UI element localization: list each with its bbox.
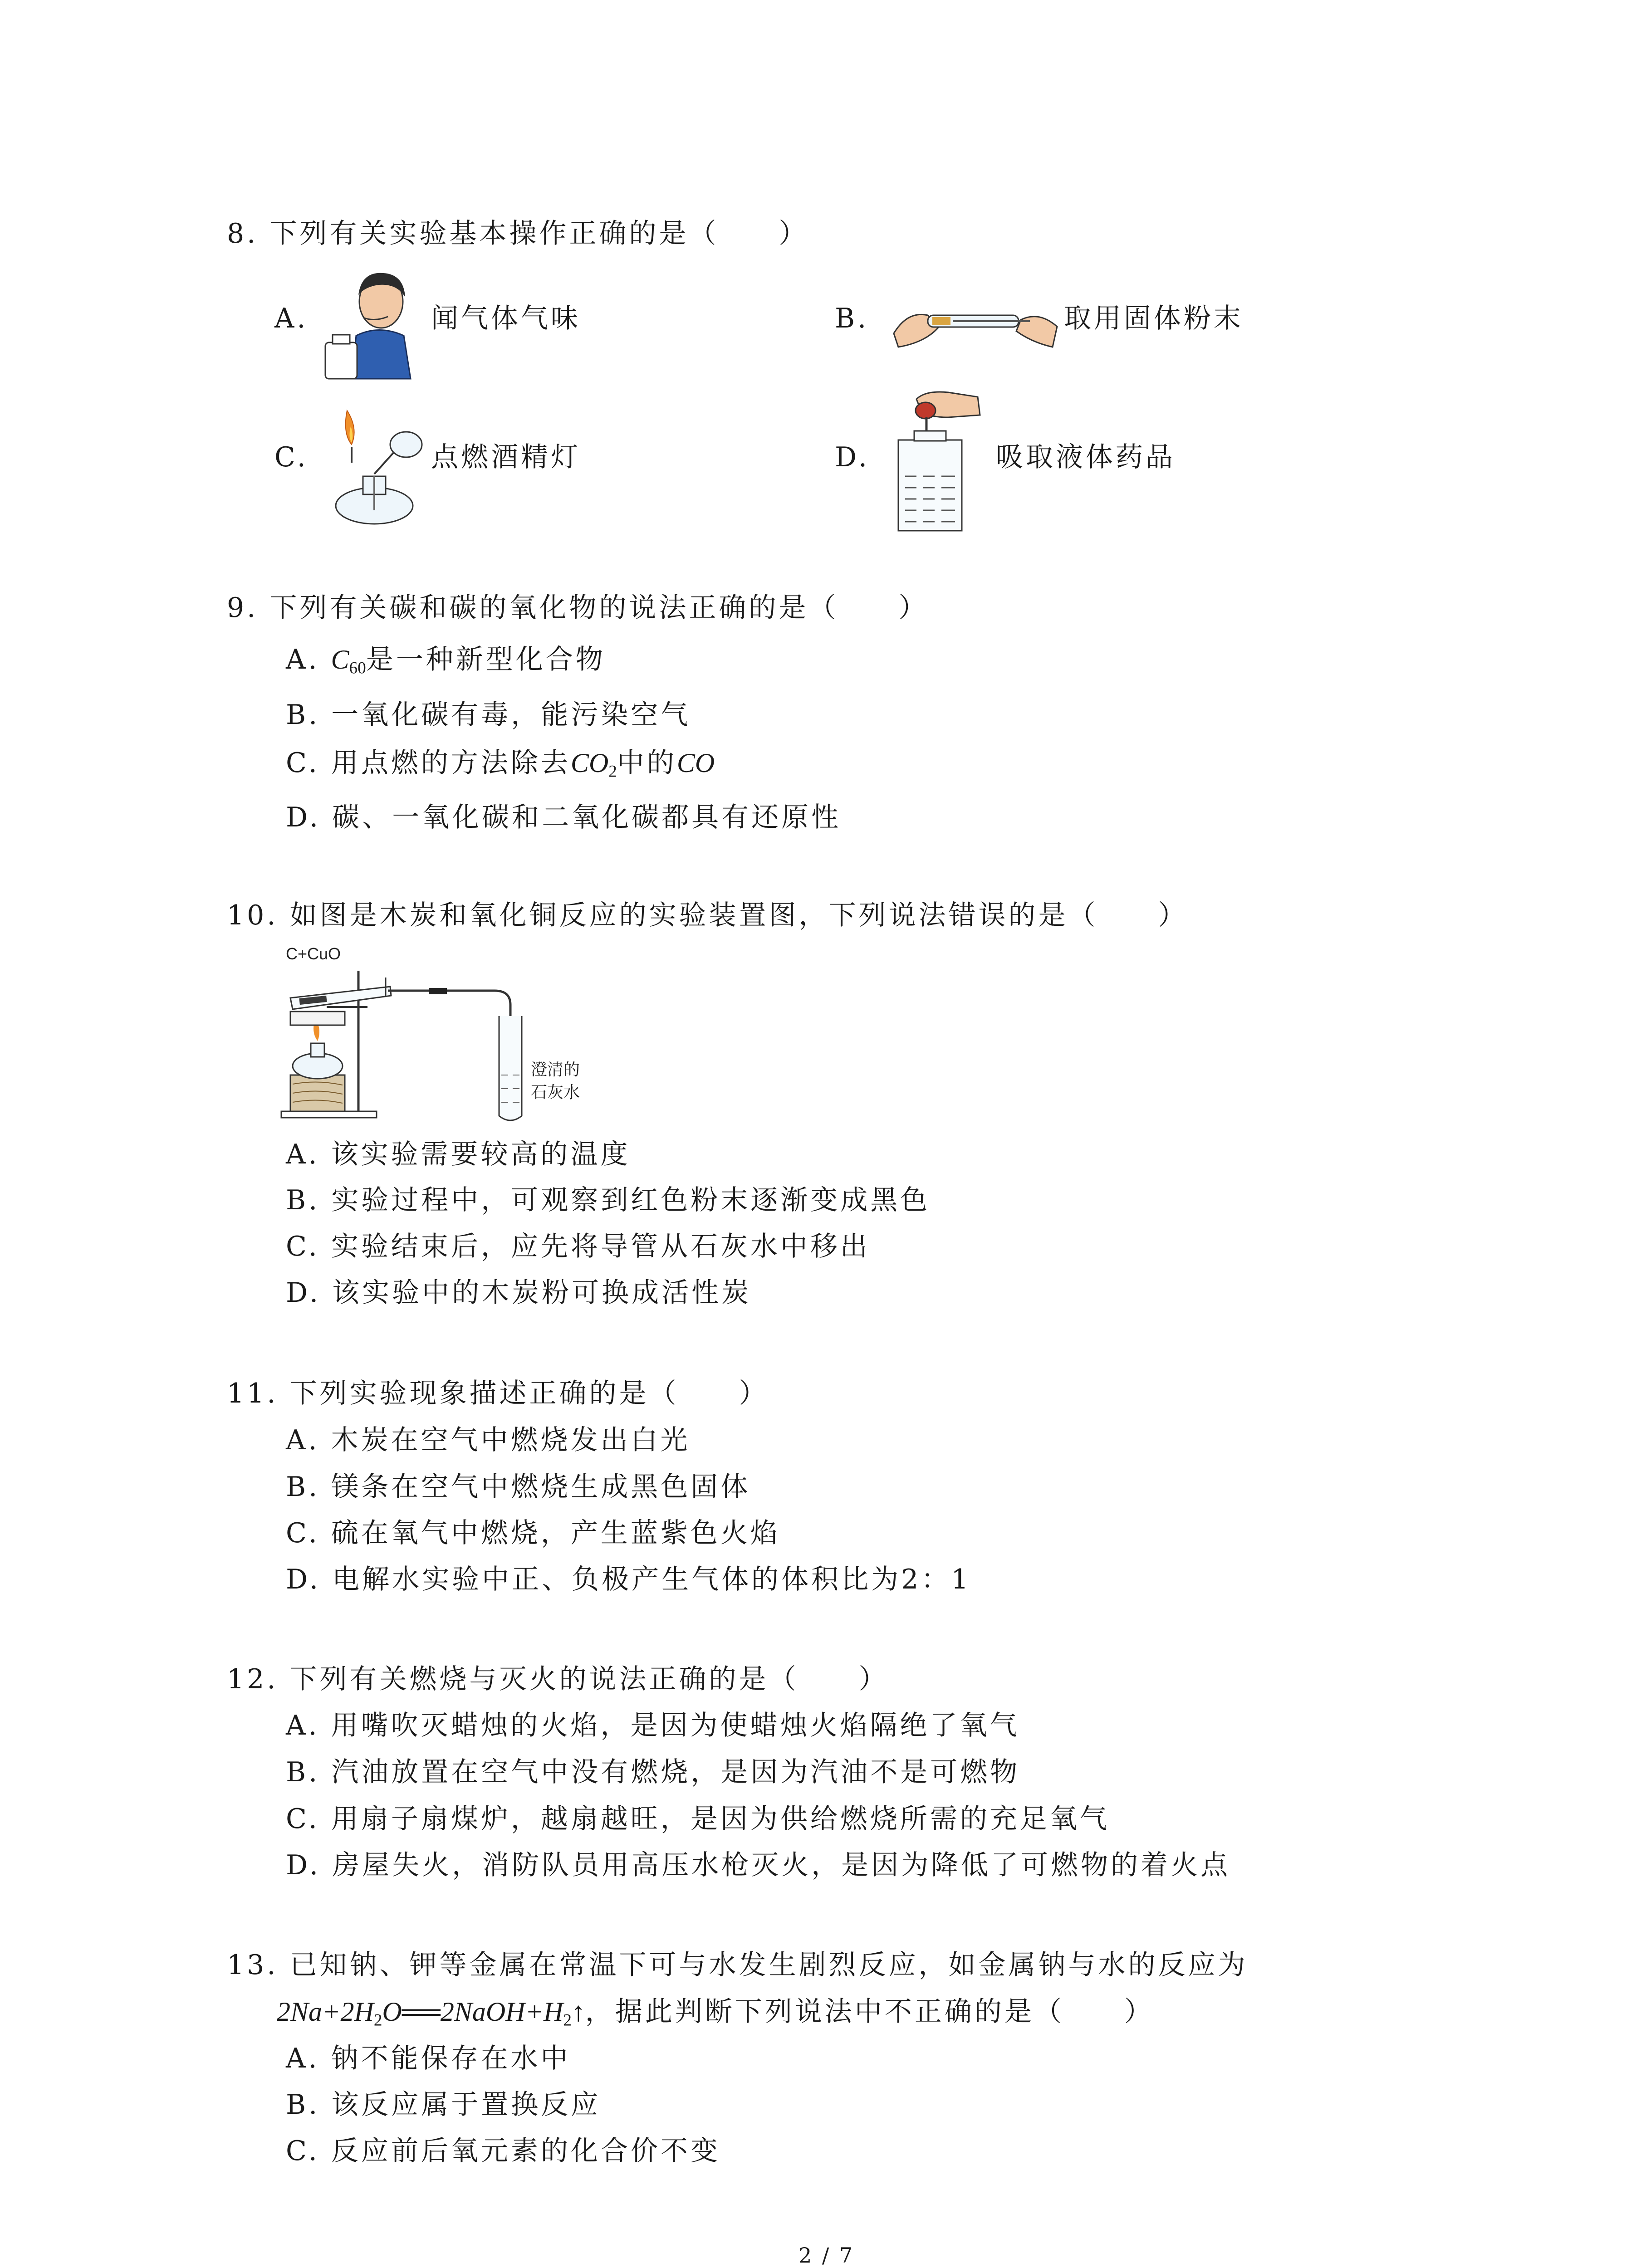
q9-option-a <box>286 646 606 677</box>
option-text: 一氧化碳有毒，能污染空气 <box>331 699 691 731</box>
q12-option-b: B. 汽油放置在空气中没有燃烧，是因为汽油不是可燃物 <box>286 1756 1020 1788</box>
q8-option-b-letter: B. <box>835 303 869 334</box>
q12-stem: 12. 下列有关燃烧与灭火的说法正确的是（ ） <box>227 1663 889 1695</box>
q8-option-a-letter: A. <box>274 303 309 334</box>
powder-spatula-illustration <box>889 284 1062 356</box>
q9-stem: 9. 下列有关碳和碳的氧化物的说法正确的是（ ） <box>227 592 929 624</box>
q9-option-c <box>286 749 715 780</box>
page-number: 2 / 7 <box>798 2243 855 2268</box>
q11-option-d: D. 电解水实验中正、负极产生气体的体积比为2：1 <box>286 1564 971 1595</box>
q13-option-a: A. 钠不能保存在水中 <box>286 2043 571 2074</box>
q8-option-a-text: 闻气体气味 <box>431 303 581 334</box>
q8-option-c-text: 点燃酒精灯 <box>431 441 581 473</box>
co2-formula: $CO_2$ <box>570 748 617 781</box>
q13-stem-line1: 13. 已知钠、钾等金属在常温下可与水发生剧烈反应，如金属钠与水的反应为 <box>227 1949 1248 1981</box>
q11-stem: 11. 下列实验现象描述正确的是（ ） <box>227 1378 769 1409</box>
option-text: 用点燃的方法除去 <box>331 747 571 779</box>
q11-option-b: B. 镁条在空气中燃烧生成黑色固体 <box>286 1471 751 1503</box>
q10-option-c: C. 实验结束后，应先将导管从石灰水中移出 <box>286 1231 870 1262</box>
q10-option-b: B. 实验过程中，可观察到红色粉末逐渐变成黑色 <box>286 1184 931 1216</box>
option-text: 是一种新型化合物 <box>366 644 606 675</box>
c60-formula: $C_{60}$ <box>331 645 366 678</box>
option-letter: D. <box>286 802 321 833</box>
q8-option-c-letter: C. <box>274 441 309 473</box>
q10-stem: 10. 如图是木炭和氧化铜反应的实验装置图，下列说法错误的是（ ） <box>227 899 1188 931</box>
alcohol-lamp-illustration <box>320 401 433 528</box>
q13-option-c: C. 反应前后氧元素的化合价不变 <box>286 2135 720 2167</box>
option-letter: C. <box>286 747 320 779</box>
smell-gas-illustration <box>320 263 429 381</box>
option-letter: B. <box>286 699 320 731</box>
q13-stem-line2 <box>277 1998 1154 2029</box>
q10-option-d: D. 该实验中的木炭粉可换成活性炭 <box>286 1277 752 1309</box>
q11-option-a: A. 木炭在空气中燃烧发出白光 <box>286 1424 691 1456</box>
q8-option-b-text: 取用固体粉末 <box>1064 303 1244 334</box>
q8-option-d-letter: D. <box>835 441 870 473</box>
q9-option-d <box>286 804 841 831</box>
stem-tail: ，据此判断下列说法中不正确的是（ ） <box>585 1996 1154 2028</box>
dropper-bottle-illustration <box>885 390 998 535</box>
q10-option-a: A. 该实验需要较高的温度 <box>286 1139 631 1170</box>
co-formula: CO <box>676 748 715 778</box>
q12-option-c: C. 用扇子扇煤炉，越扇越旺，是因为供给燃烧所需的充足氧气 <box>286 1803 1110 1835</box>
q12-option-d: D. 房屋失火，消防队员用高压水枪灭火，是因为降低了可燃物的着火点 <box>286 1849 1231 1881</box>
limewater-label-2: 石灰水 <box>531 1083 580 1101</box>
option-text: 碳、一氧化碳和二氧化碳都具有还原性 <box>332 802 842 833</box>
limewater-label-1: 澄清的 <box>531 1060 580 1079</box>
reaction-equation: $2Na+2H_2O══2NaOH+H_2↑$ <box>277 1997 585 2030</box>
q12-option-a: A. 用嘴吹灭蜡烛的火焰，是因为使蜡烛火焰隔绝了氧气 <box>286 1710 1020 1741</box>
q8-option-d-text: 吸取液体药品 <box>996 441 1176 473</box>
q13-option-b: B. 该反应属于置换反应 <box>286 2089 601 2121</box>
reactant-label: C+CuO <box>286 944 341 963</box>
q8-stem: 8. 下列有关实验基本操作正确的是（ ） <box>227 218 809 249</box>
q9-option-b <box>286 699 691 731</box>
carbon-copper-oxide-apparatus <box>272 939 590 1129</box>
option-text: 中的 <box>617 747 677 779</box>
q11-option-c: C. 硫在氧气中燃烧，产生蓝紫色火焰 <box>286 1517 780 1549</box>
option-letter: A. <box>286 644 320 675</box>
